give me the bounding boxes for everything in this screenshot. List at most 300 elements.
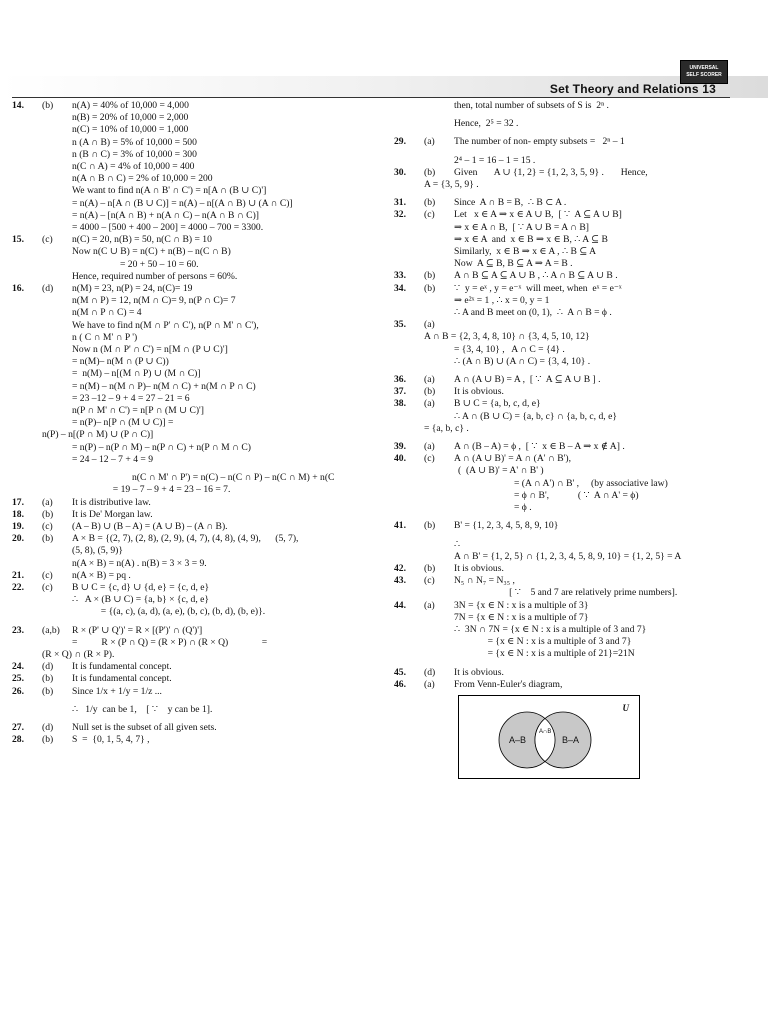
question-number: 43. — [394, 575, 406, 587]
answer-line — [394, 374, 768, 386]
question-number — [12, 344, 42, 356]
answer-option: (b) — [424, 520, 436, 532]
answer-line — [394, 600, 768, 612]
solution-text: Let x ∈ A ⇒ x ∈ A ∪ B, [ ∵ A ⊆ A ∪ B] — [454, 209, 622, 221]
solution-text: = n(P)– n[P ∩ (M ∪ C)] = — [72, 417, 174, 429]
answer-option — [42, 704, 72, 716]
answer-option: (a) — [424, 441, 435, 453]
publisher-logo — [680, 60, 728, 84]
solution-text: ⇒ x ∈ A and x ∈ B ⇒ x ∈ B, ∴ A ⊆ B — [454, 233, 608, 245]
solution-text: n(C ∩ A) = 4% of 10,000 = 400 — [72, 161, 195, 173]
answer-line — [12, 472, 382, 484]
logo-line-2: SELF SCORER — [686, 72, 722, 78]
solution-text: A ∩ (A ∪ B)' = A ∩ (A' ∩ B'), — [454, 453, 571, 465]
answer-option — [42, 137, 72, 149]
question-number: 23. — [12, 624, 24, 636]
answer-line — [12, 356, 382, 368]
solution-text: From Venn-Euler's diagram, — [454, 678, 563, 690]
solution-text: B ∪ C = {c, d} ∪ {d, e} = {c, d, e} — [72, 581, 210, 593]
answer-option — [42, 222, 72, 234]
answer-option — [424, 295, 454, 307]
answer-line — [12, 246, 382, 258]
answer-option: (a) — [424, 599, 435, 611]
answer-line — [394, 453, 768, 465]
answer-line — [394, 465, 768, 477]
answer-option — [42, 185, 72, 197]
answer-line — [12, 332, 382, 344]
answer-option: (b) — [42, 508, 54, 520]
answer-option: (b) — [42, 734, 54, 746]
answer-line — [12, 137, 382, 149]
solution-text: A × B = {(2, 7), (2, 8), (2, 9), (4, 7), (4, 8), (4, 9), (5, 7), — [72, 533, 299, 545]
answer-option: (d) — [42, 283, 54, 295]
solution-text: ⇒ x ∈ A ∩ B, [ ∵ A ∪ B = A ∩ B] — [454, 221, 589, 233]
answer-line — [12, 344, 382, 356]
answer-option — [42, 320, 72, 332]
question-number — [394, 648, 424, 660]
answer-line — [394, 246, 768, 258]
answer-option: (a) — [424, 136, 435, 148]
answer-line — [12, 100, 382, 112]
answer-option — [424, 502, 454, 514]
question-number — [12, 198, 42, 210]
answer-line — [394, 520, 768, 532]
answer-option — [42, 112, 72, 124]
question-number — [12, 112, 42, 124]
question-number — [394, 612, 424, 624]
solution-text: = {x ∈ N : x is a multiple of 21}=21N — [454, 648, 635, 660]
solution-text: = n(M) – n[(M ∩ P) ∪ (M ∩ C)] — [72, 368, 201, 380]
solution-text: Hence, 2⁵ = 32 . — [454, 118, 519, 130]
answer-line — [12, 429, 382, 441]
question-number — [394, 356, 424, 368]
question-number — [12, 185, 42, 197]
answer-line — [12, 649, 382, 661]
answer-option: (c) — [424, 453, 435, 465]
solution-text: then, total number of subsets of S is 2ⁿ . — [454, 100, 609, 111]
answer-line — [12, 509, 382, 521]
solution-text: Since 1/x + 1/y = 1/z ... — [72, 685, 162, 697]
answer-line — [12, 368, 382, 380]
answer-option — [42, 198, 72, 210]
header-rule — [12, 97, 730, 98]
answer-option: (b) — [424, 282, 436, 294]
answer-line — [12, 637, 382, 649]
answer-option: (a) — [424, 398, 435, 410]
answer-option — [42, 271, 72, 283]
answer-option: (b) — [42, 673, 54, 685]
question-number — [394, 234, 424, 246]
solution-text: n (B ∩ C) = 3% of 10,000 = 300 — [72, 148, 197, 160]
question-number — [12, 173, 42, 185]
question-number: 19. — [12, 520, 24, 532]
solution-text: = n(P) – n(P ∩ M) – n(P ∩ C) + n(P ∩ M ∩ C) — [72, 441, 251, 453]
answer-line — [394, 423, 768, 435]
answer-line — [394, 478, 768, 490]
question-number — [394, 411, 424, 423]
question-number — [12, 704, 42, 716]
solution-text: It is obvious. — [454, 386, 504, 398]
solution-text: It is De' Morgan law. — [72, 508, 153, 520]
solution-text: ∵ y = eˣ , y = e⁻ˣ will meet, when eˣ = e⁻ˣ — [454, 282, 622, 294]
question-number — [12, 594, 42, 606]
question-number: 27. — [12, 721, 24, 733]
solution-text: = R × (P ∩ Q) = (R × P) ∩ (R × Q) = — [72, 636, 268, 648]
answer-line — [394, 648, 768, 660]
answer-line — [394, 539, 768, 551]
solution-text: A ∩ (A ∪ B) = A , [ ∵ A ⊆ A ∪ B ] . — [454, 374, 601, 386]
solution-text: = 23 –12 – 9 + 4 = 27 – 21 = 6 — [72, 392, 190, 404]
answer-line — [12, 625, 382, 637]
answer-option — [424, 587, 454, 599]
answer-option — [42, 637, 72, 649]
solution-text: Since A ∩ B = B, ∴ B ⊂ A . — [454, 197, 567, 209]
answer-line — [12, 112, 382, 124]
solution-text: It is obvious. — [454, 562, 504, 574]
solution-text: = (A ∩ A') ∩ B' , (by associative law) — [454, 477, 668, 489]
solution-text: n(M ∩ P ∩ C) = 4 — [72, 307, 142, 319]
question-number: 21. — [12, 569, 24, 581]
answer-line — [394, 197, 768, 209]
question-number: 14. — [12, 100, 24, 111]
right-column — [394, 100, 768, 779]
question-number — [394, 624, 424, 636]
answer-line — [394, 587, 768, 599]
question-number: 39. — [394, 441, 406, 453]
answer-option: (a) — [424, 678, 435, 690]
question-number: 16. — [12, 283, 24, 295]
answer-option: (b) — [42, 533, 54, 545]
answer-option: (d) — [424, 666, 436, 678]
answer-option: (c) — [424, 575, 435, 587]
answer-line — [394, 270, 768, 282]
question-number — [394, 465, 424, 477]
answer-option: (b) — [424, 197, 436, 209]
answer-line — [12, 521, 382, 533]
solution-text: = {x ∈ N : x is a multiple of 3 and 7} — [454, 636, 632, 648]
solution-text: ( (A ∪ B)' = A' ∩ B' ) — [458, 465, 544, 477]
answer-line — [12, 149, 382, 161]
answer-option: (c) — [42, 581, 53, 593]
solution-text: B ∪ C = {a, b, c, d, e} — [454, 398, 541, 410]
universe-label: U — [622, 702, 629, 713]
answer-option — [42, 484, 72, 496]
question-number — [394, 246, 424, 258]
question-number: 33. — [394, 270, 406, 282]
answer-option — [42, 295, 72, 307]
answer-option: (b) — [42, 685, 54, 697]
answer-option — [42, 454, 72, 466]
solution-text: = {3, 4, 10} , A ∩ C = {4} . — [454, 343, 565, 355]
answer-option — [42, 417, 72, 429]
question-number — [12, 259, 42, 271]
answer-option — [42, 594, 72, 606]
left-column — [12, 100, 382, 746]
answer-line — [12, 320, 382, 332]
question-number — [12, 246, 42, 258]
solution-text: n(P) – n[(P ∩ M) ∪ (P ∩ C)] — [42, 429, 154, 441]
answer-line — [12, 198, 382, 210]
question-number — [12, 637, 42, 649]
solution-text: ∴ 3N ∩ 7N = {x ∈ N : x is a multiple of 3 and 7} — [454, 623, 647, 635]
answer-line — [12, 673, 382, 685]
answer-line — [12, 173, 382, 185]
answer-option — [424, 648, 454, 660]
answer-line — [394, 575, 768, 587]
answer-line — [12, 234, 382, 246]
answer-line — [12, 686, 382, 698]
answer-option — [424, 118, 454, 130]
solution-text: n(A × B) = pq . — [72, 569, 131, 581]
answer-line — [12, 454, 382, 466]
question-number — [12, 393, 42, 405]
question-number — [12, 558, 42, 570]
question-number — [394, 490, 424, 502]
solution-text: Null set is the subset of all given sets. — [72, 721, 217, 733]
answer-option — [42, 393, 72, 405]
answer-option: (c) — [424, 209, 435, 221]
answer-line — [394, 386, 768, 398]
question-number — [394, 118, 424, 130]
solution-text: n(B) = 20% of 10,000 = 2,000 — [72, 112, 189, 124]
answer-line — [394, 258, 768, 270]
solution-text: Hence, required number of persons = 60%. — [72, 270, 238, 282]
answer-line — [394, 502, 768, 514]
answer-option — [42, 472, 72, 484]
answer-line — [394, 344, 768, 356]
solution-text: n(C) = 20, n(B) = 50, n(C ∩ B) = 10 — [72, 234, 212, 246]
answer-option: (b) — [424, 386, 436, 398]
answer-line — [12, 381, 382, 393]
answer-line — [12, 161, 382, 173]
solution-text: S = {0, 1, 5, 4, 7} , — [72, 734, 150, 746]
question-number — [394, 551, 424, 563]
answer-line — [12, 442, 382, 454]
question-number: 26. — [12, 685, 24, 697]
answer-line — [12, 210, 382, 222]
answer-option — [424, 222, 454, 234]
answer-option — [424, 490, 454, 502]
answer-option: (d) — [42, 721, 54, 733]
solution-text: ∴ — [454, 538, 461, 550]
answer-option — [424, 307, 454, 319]
solution-text: ⇒ e²ˣ = 1 , ∴ x = 0, y = 1 — [454, 294, 550, 306]
answer-option — [424, 478, 454, 490]
answer-line — [394, 222, 768, 234]
answer-option — [42, 246, 72, 258]
question-number — [12, 454, 42, 466]
answer-option — [424, 551, 454, 563]
answer-line — [12, 533, 382, 545]
answer-line — [394, 441, 768, 453]
answer-option — [42, 405, 72, 417]
answer-line — [394, 295, 768, 307]
answer-option — [424, 100, 454, 112]
solution-text: = ϕ . — [454, 502, 532, 514]
answer-line — [12, 606, 382, 618]
solution-text: n(M ∩ P) = 12, n(M ∩ C)= 9, n(P ∩ C)= 7 — [72, 295, 236, 307]
question-number: 28. — [12, 734, 24, 746]
question-number — [394, 258, 424, 270]
logo-line-1: UNIVERSAL — [689, 65, 719, 71]
answer-option — [424, 612, 454, 624]
solution-text: (5, 8), (5, 9)} — [72, 545, 123, 557]
answer-line — [394, 398, 768, 410]
solution-text: = 19 – 7 – 9 + 4 = 23 – 16 = 7. — [72, 484, 231, 496]
question-number: 34. — [394, 282, 406, 294]
question-number — [394, 587, 424, 599]
question-number — [12, 545, 42, 557]
question-number: 41. — [394, 520, 406, 532]
a-intersect-b-label: A∩B — [539, 728, 552, 735]
answer-line — [12, 734, 382, 746]
question-number: 45. — [394, 666, 406, 678]
answer-option — [42, 161, 72, 173]
solution-text: = 4000 – [500 + 400 – 200] = 4000 – 700 = 3300. — [72, 222, 264, 234]
question-number: 38. — [394, 398, 406, 410]
solution-text: n(A × B) = n(A) . n(B) = 3 × 3 = 9. — [72, 557, 207, 569]
solution-text: ∴ A × (B ∪ C) = {a, b} × {c, d, e} — [72, 594, 209, 606]
solution-text: n (A ∩ B) = 5% of 10,000 = 500 — [72, 136, 197, 148]
solution-text: It is distributive law. — [72, 496, 151, 508]
answer-line — [12, 271, 382, 283]
question-number — [12, 271, 42, 283]
question-number — [12, 124, 42, 136]
question-number — [12, 417, 42, 429]
answer-option: (d) — [42, 661, 54, 673]
question-number — [12, 222, 42, 234]
answer-line — [12, 417, 382, 429]
a-minus-b-label: A–B — [509, 734, 527, 745]
answer-line — [12, 545, 382, 557]
question-number: 30. — [394, 166, 406, 178]
answer-line — [12, 405, 382, 417]
solution-text: = n(M)– n(M ∩ (P ∪ C)) — [72, 356, 169, 368]
question-number: 29. — [394, 136, 406, 148]
question-number: 20. — [12, 533, 24, 545]
solution-text: R × (P' ∪ Q')' = R × [(P')' ∩ (Q')'] — [72, 624, 203, 636]
solution-text: = ϕ ∩ B', ( ∵ A ∩ A' = ϕ) — [454, 489, 639, 501]
answer-option: (c) — [42, 569, 53, 581]
answer-option — [42, 558, 72, 570]
venn-diagram — [458, 695, 640, 779]
answer-option: (c) — [42, 234, 53, 246]
question-number — [12, 295, 42, 307]
answer-line — [394, 100, 768, 112]
answer-option: (b) — [42, 100, 54, 111]
answer-line — [12, 259, 382, 271]
question-number — [394, 100, 424, 112]
solution-text: (A – B) ∪ (B – A) = (A ∪ B) – (A ∩ B). — [72, 520, 228, 532]
solution-text: It is obvious. — [454, 666, 504, 678]
answer-line — [12, 185, 382, 197]
answer-option — [424, 344, 454, 356]
question-number — [394, 539, 424, 551]
question-number — [12, 161, 42, 173]
answer-option — [42, 124, 72, 136]
solution-text: (R × Q) ∩ (R × P). — [42, 648, 115, 660]
answer-line — [394, 624, 768, 636]
answer-option — [42, 545, 72, 557]
answer-line — [394, 679, 768, 691]
answer-option — [42, 307, 72, 319]
solution-text: We have to find n(M ∩ P' ∩ C'), n(P ∩ M' ∩ C'), — [72, 319, 259, 331]
question-number — [12, 381, 42, 393]
solution-text: B' = {1, 2, 3, 4, 5, 8, 9, 10} — [454, 520, 559, 532]
question-number — [394, 155, 424, 167]
question-number — [12, 368, 42, 380]
answer-option — [42, 332, 72, 344]
question-number: 36. — [394, 374, 406, 386]
question-number — [12, 484, 42, 496]
answer-line — [12, 594, 382, 606]
solution-text: Now n(C ∪ B) = n(C) + n(B) – n(C ∩ B) — [72, 246, 231, 258]
solution-text: A ∩ B ⊆ A ⊆ A ∪ B , ∴ A ∩ B ⊆ A ∪ B . — [454, 270, 618, 282]
solution-text: = n(A) – [n(A ∩ B) + n(A ∩ C) – n(A ∩ B ∩ C)] — [72, 209, 259, 221]
answer-option — [42, 173, 72, 185]
answer-line — [394, 234, 768, 246]
answer-option — [42, 356, 72, 368]
solution-text: N₅ ∩ N₇ = N₃₅ , — [454, 575, 515, 587]
solution-text: [ ∵ 5 and 7 are relatively prime numbers]. — [454, 587, 678, 599]
answer-option: (c) — [42, 520, 53, 532]
question-number — [12, 356, 42, 368]
answer-line — [12, 393, 382, 405]
answer-option: (a) — [424, 319, 435, 331]
solution-text: A ∩ B = {2, 3, 4, 8, 10} ∩ {3, 4, 5, 10, 12} — [424, 331, 590, 343]
answer-line — [394, 356, 768, 368]
answer-line — [12, 283, 382, 295]
answer-option: (a,b) — [42, 624, 60, 636]
question-number: 31. — [394, 197, 406, 209]
answer-line — [12, 558, 382, 570]
solution-text: ∴ A and B meet on (0, 1), ∴ A ∩ B = ϕ . — [454, 307, 612, 319]
answer-option — [42, 344, 72, 356]
answer-line — [394, 118, 768, 130]
answer-option — [424, 624, 454, 636]
solution-text: Now A ⊆ B, B ⊆ A ⇒ A = B . — [454, 258, 573, 270]
answer-line — [394, 331, 768, 343]
solution-text: n(A ∩ B ∩ C) = 2% of 10,000 = 200 — [72, 173, 213, 185]
answer-line — [12, 570, 382, 582]
answer-line — [12, 222, 382, 234]
answer-line — [394, 136, 768, 148]
answer-line — [394, 155, 768, 167]
answer-line — [394, 490, 768, 502]
question-number: 25. — [12, 673, 24, 685]
question-number — [394, 344, 424, 356]
answer-line — [394, 612, 768, 624]
answer-option — [424, 246, 454, 258]
solution-text: Similarly, x ∈ B ⇒ x ∈ A , ∴ B ⊆ A — [454, 246, 597, 258]
answer-line — [394, 667, 768, 679]
question-number — [12, 472, 42, 484]
question-number — [394, 295, 424, 307]
solution-text: ∴ A ∩ (B ∪ C) = {a, b, c} ∩ {a, b, c, d, e} — [454, 410, 617, 422]
b-minus-a-label: B–A — [562, 734, 580, 745]
solution-text: We want to find n(A ∩ B' ∩ C') = n[A ∩ (B ∪ C)'] — [72, 185, 267, 197]
answer-option: (b) — [424, 562, 436, 574]
question-number — [12, 137, 42, 149]
solution-text: 2⁴ – 1 = 16 – 1 = 15 . — [454, 154, 536, 166]
answer-line — [394, 209, 768, 221]
question-number — [12, 210, 42, 222]
answer-option — [424, 356, 454, 368]
solution-text: n(C ∩ M' ∩ P') = n(C) – n(C ∩ P) – n(C ∩ M) + n(C — [132, 472, 335, 484]
solution-text: = {a, b, c} . — [424, 422, 469, 434]
answer-option — [424, 465, 454, 477]
question-number: 35. — [394, 319, 406, 331]
